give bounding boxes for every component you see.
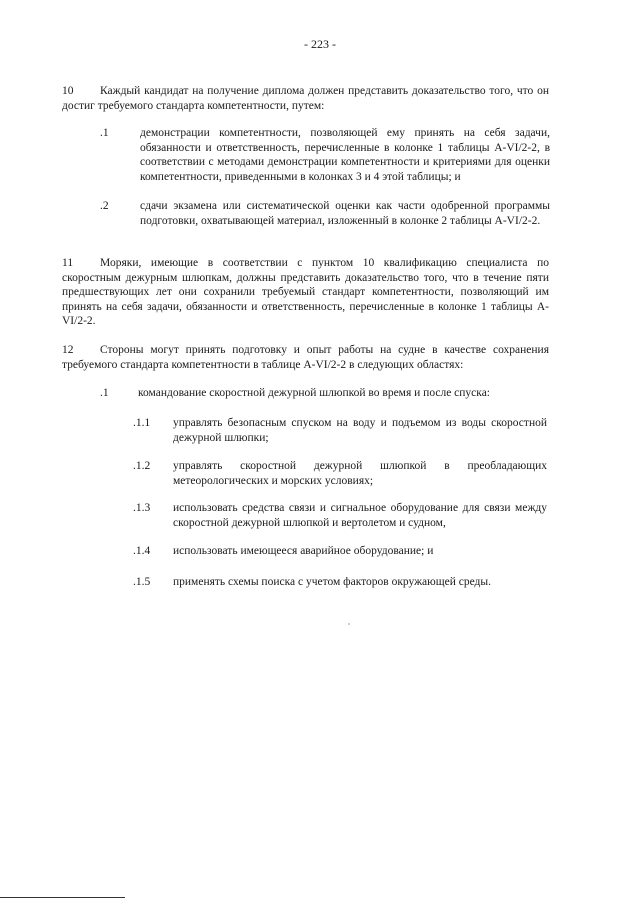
item-marker: .1: [100, 387, 109, 399]
paragraph-number: 10: [62, 85, 74, 97]
item-marker: .2: [100, 200, 109, 212]
paragraph-12: [62, 343, 549, 372]
item-marker: .1: [100, 127, 109, 139]
item-text: командование скоростной дежурной шлюпкой во время и после спуска:: [138, 387, 490, 399]
paragraph-text: Моряки, имеющие в соответствии с пунктом 10 квалификацию специалиста по скоростным дежурным шлюпкам, должны представить доказательство того, что в течение пяти предшествующих лет они сохранили требуемый стандарт компетентности, позволяющий им принять на себя задачи, обязанности и ответственность, перечисленные в колонке 1 таблицы A-VI/2-2.: [62, 257, 549, 327]
subitem-text: использовать имеющееся аварийное оборудование; и: [173, 545, 434, 557]
paragraph-10: [62, 84, 549, 113]
paragraph-number: 12: [62, 344, 74, 356]
paragraph-text: Каждый кандидат на получение диплома должен представить доказательство того, что он достиг требуемого стандарта компетентности, путем:: [62, 85, 549, 112]
subitem-text: применять схемы поиска с учетом факторов окружающей среды.: [173, 576, 492, 588]
subitem-text: управлять безопасным спуском на воду и подъемом из воды скоростной дежурной шлюпки;: [173, 417, 547, 444]
subitem-marker: .1.4: [133, 545, 151, 557]
subitem-marker: .1.1: [133, 417, 151, 429]
subitem-marker: .1.2: [133, 460, 151, 472]
item-text: сдачи экзамена или систематической оценки как части одобренной программы подготовки, охватывающей материал, изложенный в колонке 2 таблицы A-VI/2-2.: [140, 200, 550, 227]
subitem-text: управлять скоростной дежурной шлюпкой в преобладающих метеорологических и морских условиях;: [173, 460, 547, 487]
item-text: демонстрации компетентности, позволяющей ему принять на себя задачи, обязанности и ответственность, перечисленные в колонке 1 таблицы A-VI/2-2, в соответствии с методами демонстрации компетентности и критериями для оценки компетентности, приведенными в колонках 3 и 4 этой таблицы; и: [140, 127, 550, 183]
paragraph-number: 11: [62, 257, 74, 269]
scan-speck: [348, 623, 350, 625]
subitem-marker: .1.3: [133, 502, 151, 514]
footnote-rule: [0, 897, 125, 898]
paragraph-11: [62, 256, 549, 329]
subitem-text: использовать средства связи и сигнальное оборудование для связи между скоростной дежурной шлюпкой и вертолетом и судном,: [173, 502, 547, 529]
subitem-marker: .1.5: [133, 576, 151, 588]
page-number: - 223 -: [304, 37, 336, 51]
paragraph-text: Стороны могут принять подготовку и опыт работы на судне в качестве сохранения требуемого стандарта компетентности в таблице A-VI/2-2 в следующих областях:: [62, 344, 549, 371]
